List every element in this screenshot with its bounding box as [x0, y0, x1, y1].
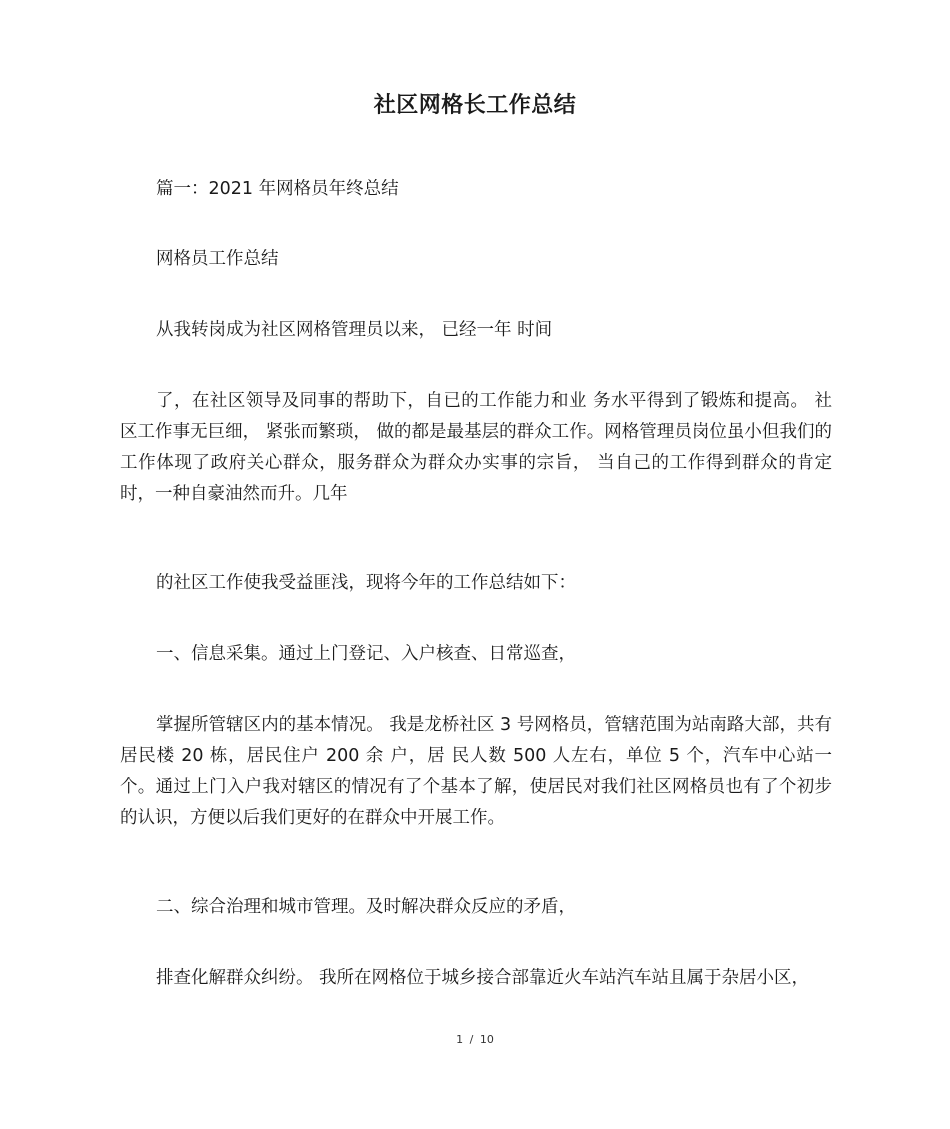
- paragraph-section-heading: 篇一：2021 年网格员年终总结: [156, 179, 399, 199]
- paragraph-item-two-heading: 二、综合治理和城市管理。及时解决群众反应的矛盾，: [156, 897, 576, 917]
- paragraph-item-one-body: 掌握所管辖区内的基本情况。 我是龙桥社区 3 号网格员，管辖范围为站南路大部，共有居民楼 20 栋，居民住户 200 余 户，居 民人数 500 人左右，单位 5 个，汽车中心站一个。通过上门入户我对辖区的情况有了个基本了解，使居民对我们社区网格员也有了个初步的认识，方便以后我们更好的在群众中开展工作。: [120, 715, 832, 828]
- document-title: 社区网格长工作总结: [373, 93, 577, 118]
- paragraph-body: 了，在社区领导及同事的帮助下，自已的工作能力和业 务水平得到了锻炼和提高。 社区工作事无巨细， 紧张而繁琐， 做的都是最基层的群众工作。网格管理员岗位虽小但我们的 工作体现了政府关心群众，服务群众为群众办实事的宗旨， 当自己的工作得到群众的肯定时，一种自豪油然而升。几年: [120, 391, 832, 504]
- paragraph-intro: 从我转岗成为社区网格管理员以来， 已经一年 时间: [156, 320, 553, 340]
- paragraph-summary-lead: 的社区工作使我受益匪浅，现将今年的工作总结如下：: [156, 573, 576, 593]
- paragraph-item-one-heading: 一、信息采集。通过上门登记、入户核查、日常巡查，: [156, 644, 576, 664]
- paragraph-item-two-body: 排查化解群众纠纷。 我所在网格位于城乡接合部靠近火车站汽车站且属于杂居小区，: [156, 968, 810, 988]
- page-indicator: 1 / 10: [456, 1033, 494, 1046]
- paragraph-subtitle: 网格员工作总结: [156, 249, 279, 269]
